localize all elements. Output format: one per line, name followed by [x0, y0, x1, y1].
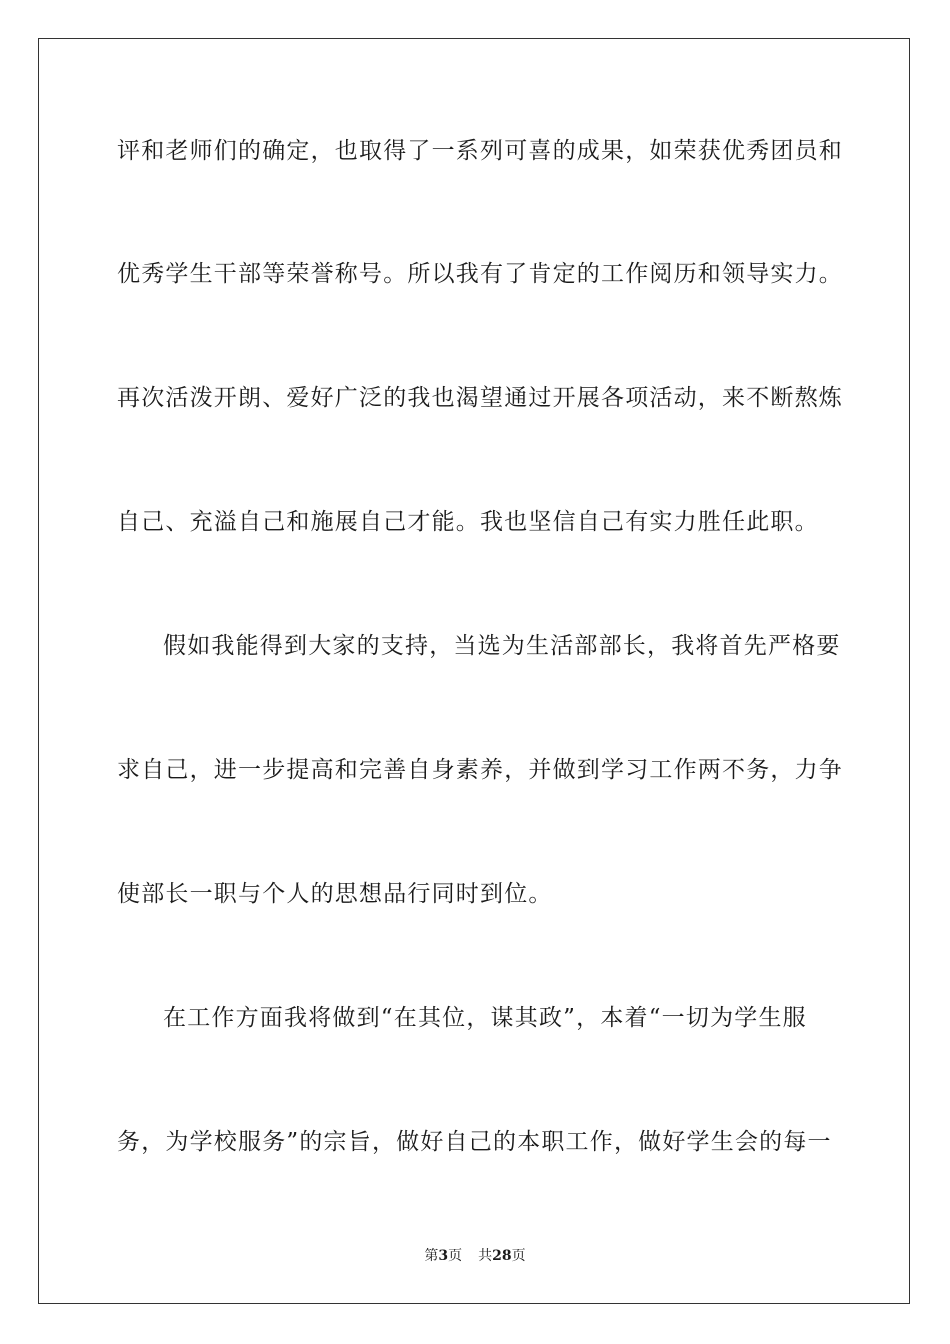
text-line: 务，为学校服务”的宗旨，做好自己的本职工作，做好学生会的每一 [117, 1129, 832, 1155]
paragraph-first-line: 假如我能得到大家的支持，当选为生活部部长，我将首先严格要 [163, 633, 841, 659]
page-footer [0, 1247, 950, 1265]
page-suffix: 页 [448, 1248, 463, 1264]
total-prefix: 共 [478, 1248, 493, 1264]
page-border [38, 38, 910, 1304]
page-prefix: 第 [424, 1248, 439, 1264]
text-line: 自己、充溢自己和施展自己才能。我也坚信自己有实力胜任此职。 [117, 509, 819, 535]
total-suffix: 页 [511, 1248, 526, 1264]
text-line: 再次活泼开朗、爱好广泛的我也渴望通过开展各项活动，来不断熬炼 [117, 385, 843, 411]
text-line: 使部长一职与个人的思想品行同时到位。 [117, 881, 553, 907]
text-line: 优秀学生干部等荣誉称号。所以我有了肯定的工作阅历和领导实力。 [117, 261, 843, 287]
total-pages: 28 [492, 1248, 512, 1264]
text-line: 评和老师们的确定，也取得了一系列可喜的成果，如荣获优秀团员和 [117, 138, 843, 164]
page-number: 3 [438, 1248, 449, 1264]
paragraph-first-line: 在工作方面我将做到“在其位，谋其政”，本着“一切为学生服 [163, 1005, 807, 1031]
text-line: 求自己，进一步提高和完善自身素养，并做到学习工作两不务，力争 [117, 757, 843, 783]
